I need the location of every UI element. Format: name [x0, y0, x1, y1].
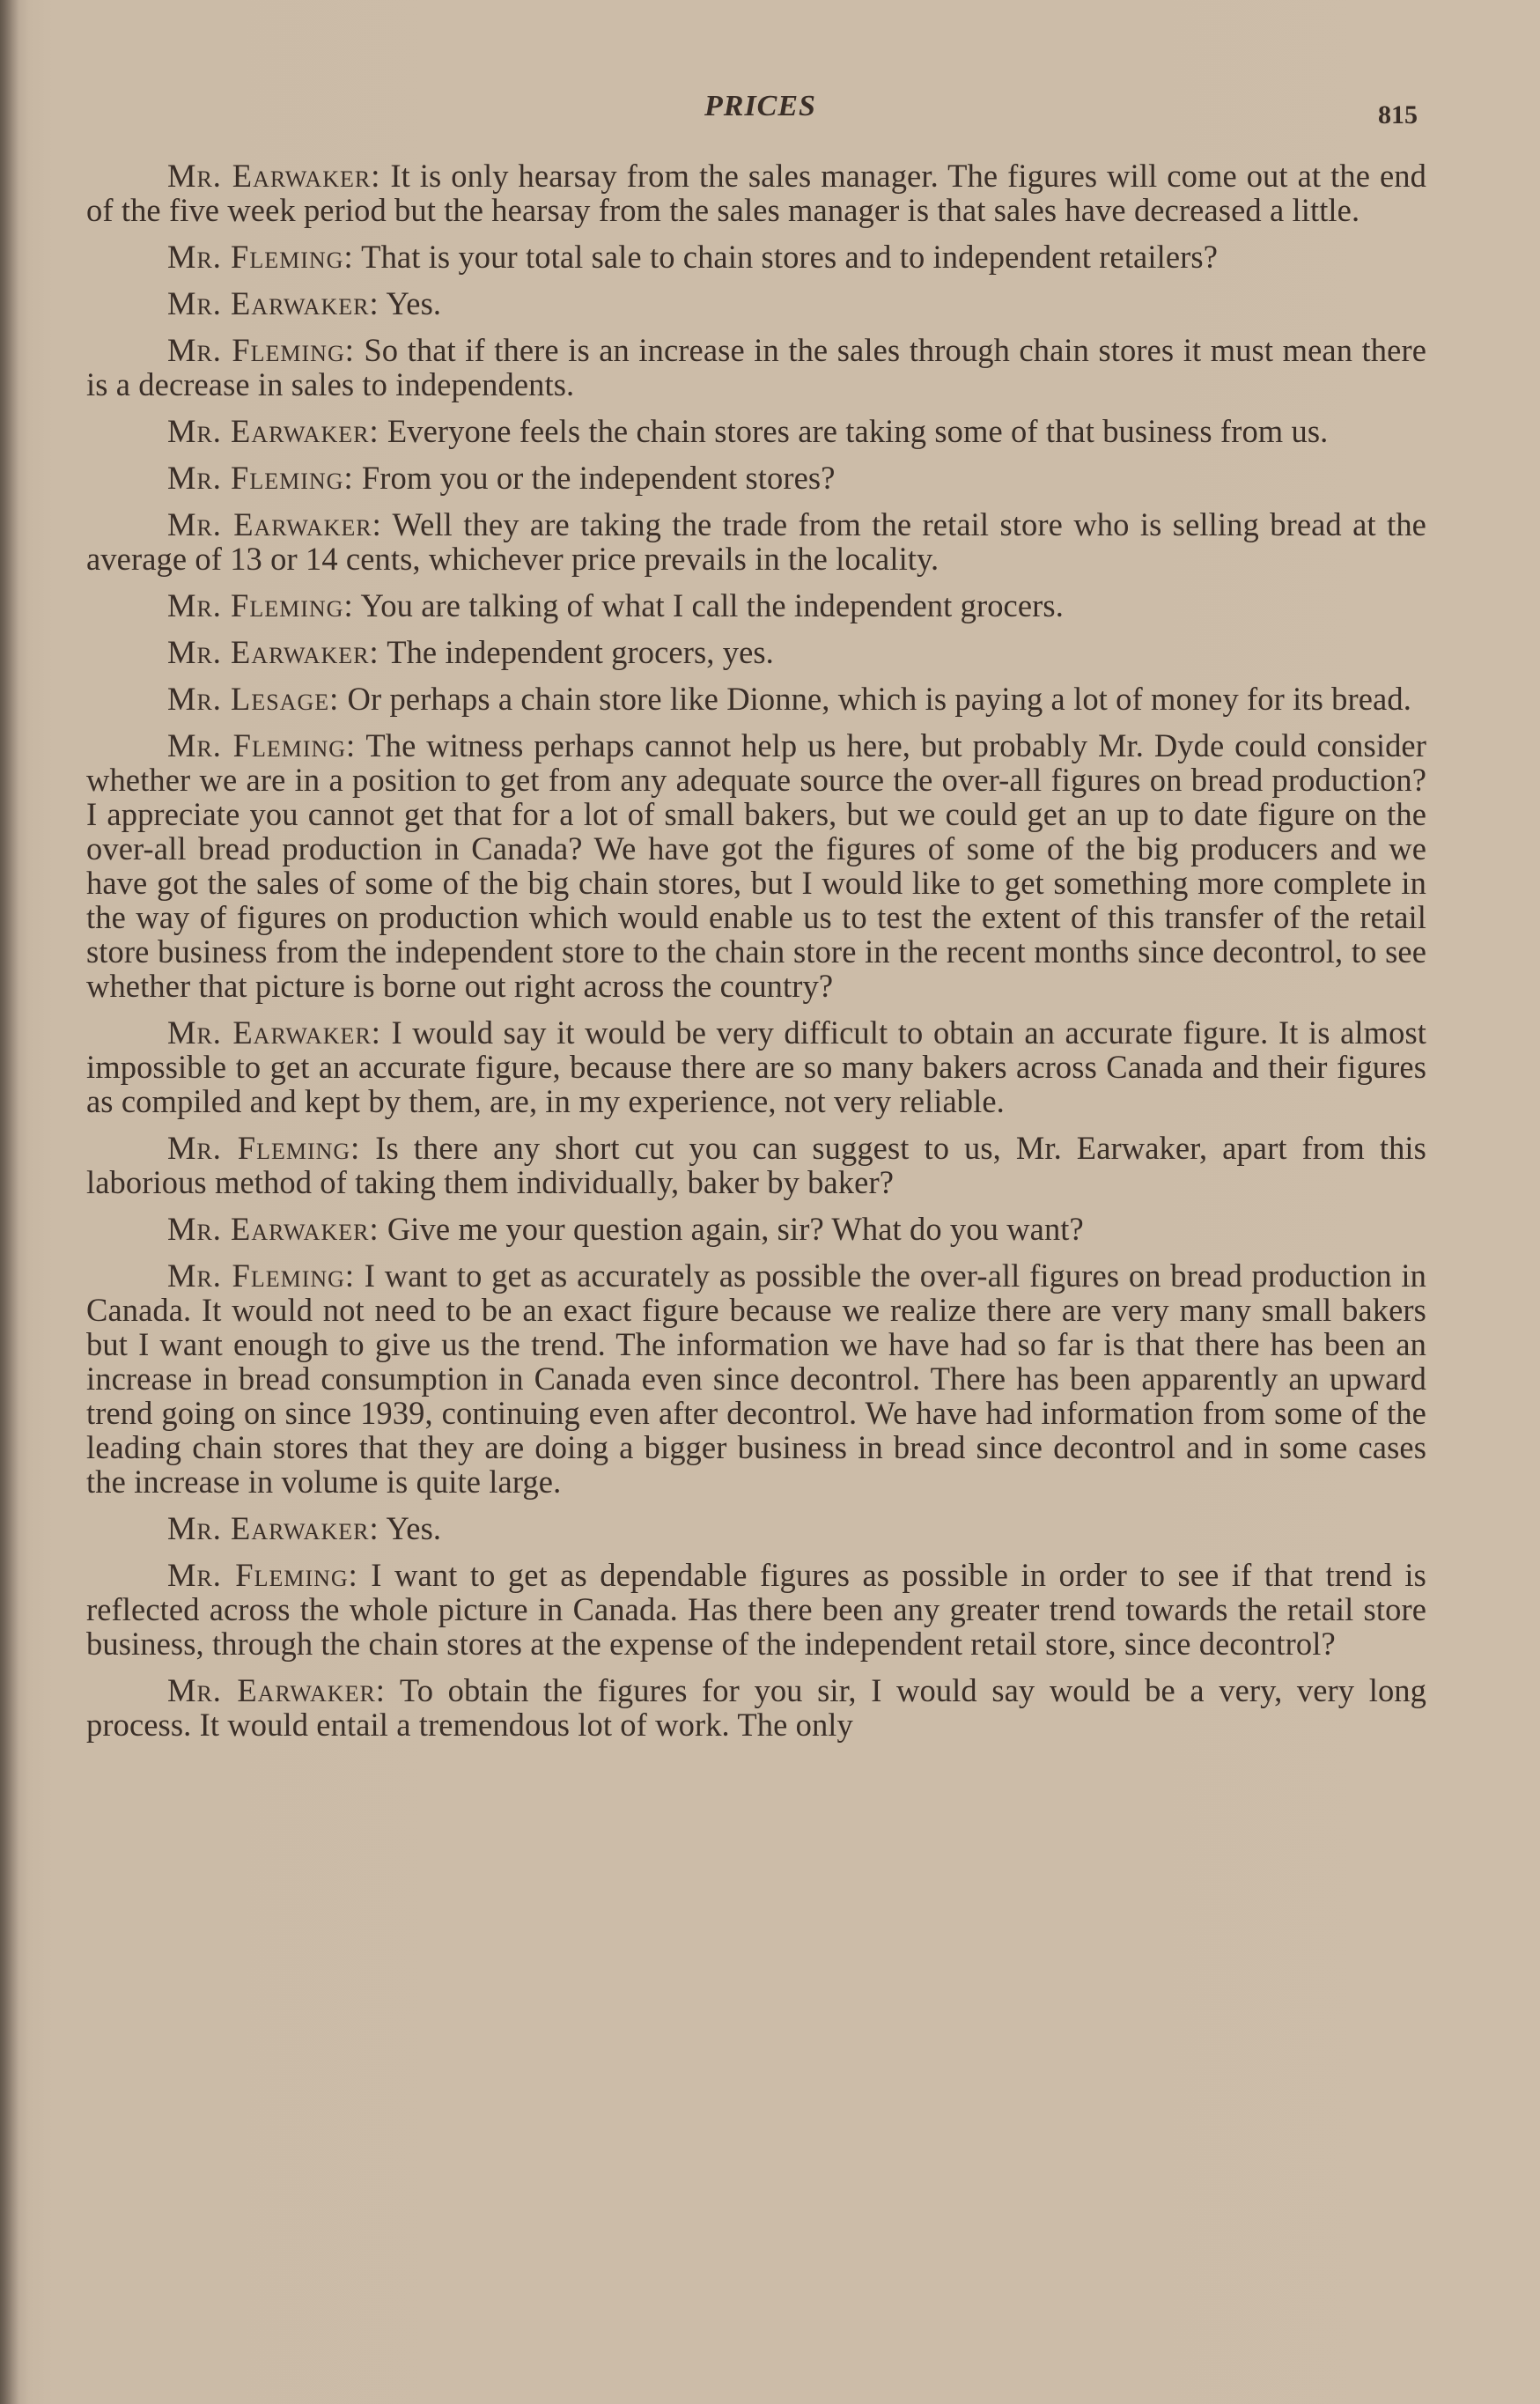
speaker-name: Mr. Earwaker: [167, 1211, 379, 1247]
paragraph [86, 588, 1426, 623]
running-head [0, 90, 1540, 132]
speaker-name: Mr. Fleming: [167, 460, 354, 496]
paragraph-text: I would say it would be very difficult to obtain an accurate figure. It is almost impossible to get an accurate figure, because there are so many bakers across Canada and their figures as compiled and kept by them, are, in my experience, not very reliable. [86, 1014, 1427, 1119]
paragraph [86, 682, 1426, 716]
paragraph-text: Yes. [386, 1510, 442, 1546]
paragraph [86, 1558, 1426, 1661]
paragraph [86, 240, 1426, 274]
paragraph [86, 1015, 1426, 1118]
paragraph-text: Or perhaps a chain store like Dionne, which is paying a lot of money for its bread. [347, 681, 1411, 717]
paragraph-text: Is there any short cut you can suggest to us, Mr. Earwaker, apart from this laborious method of taking them individually, baker by baker? [86, 1130, 1426, 1200]
paragraph-text: To obtain the figures for you sir, I would say would be a very, very long process. It would entail a tremendous lot of work. The only [86, 1672, 1426, 1743]
paragraph-text: Well they are taking the trade from the retail store who is selling bread at the average of 13 or 14 cents, whichever price prevails in the locality. [86, 506, 1426, 577]
paragraph-text: Everyone feels the chain stores are taking some of that business from us. [387, 413, 1329, 449]
speaker-name: Mr. Earwaker: [167, 1510, 379, 1546]
paragraph [86, 159, 1426, 227]
speaker-name: Mr. Fleming: [167, 1557, 358, 1593]
running-title: PRICES [704, 90, 816, 122]
speaker-name: Mr. Earwaker: [167, 1672, 386, 1708]
speaker-name: Mr. Fleming: [167, 239, 354, 275]
transcript-body [86, 159, 1426, 1754]
speaker-name: Mr. Fleming: [167, 1257, 356, 1294]
speaker-name: Mr. Lesage: [167, 681, 340, 717]
speaker-name: Mr. Fleming: [167, 1130, 361, 1166]
speaker-name: Mr. Earwaker: [167, 413, 379, 449]
paragraph [86, 286, 1426, 321]
paragraph [86, 333, 1426, 402]
binding-gutter [0, 0, 19, 2404]
paragraph [86, 1258, 1426, 1499]
paragraph-text: Yes. [386, 285, 442, 321]
paragraph-text: From you or the independent stores? [361, 460, 836, 496]
paragraph-text: You are talking of what I call the independent grocers. [360, 587, 1064, 623]
paragraph [86, 1131, 1426, 1199]
speaker-name: Mr. Fleming: [167, 727, 357, 763]
paragraph-text: Give me your question again, sir? What do you want? [387, 1211, 1084, 1247]
paragraph [86, 1511, 1426, 1545]
paragraph-text: I want to get as accurately as possible the over-all figures on bread production in Canada. It would not need to be an exact figure because we realize there are very many small bakers but I want enough to give us the trend. The information we have had so far is that there has been an increase in bread consumption in Canada even since decontrol. There has been apparently an upward trend going on since 1939, continuing even after decontrol. We have had information from some of the leading chain stores that they are doing a bigger business in bread since decontrol and in some cases the increase in volume is quite large. [86, 1257, 1426, 1500]
speaker-name: Mr. Earwaker: [167, 158, 381, 194]
speaker-name: Mr. Fleming: [167, 332, 355, 368]
page-number: 815 [1378, 100, 1418, 129]
paragraph [86, 1212, 1426, 1246]
speaker-name: Mr. Earwaker: [167, 506, 382, 542]
paragraph-text: The independent grocers, yes. [387, 634, 774, 670]
paragraph-text: The witness perhaps cannot help us here, but probably Mr. Dyde could consider whether we are in a position to get from any adequate source the over-all figures on bread production? I appreciate you cannot get that for a lot of small bakers, but we could get an up to date figure on the over-all bread production in Canada? We have got the figures of some of the big producers and we have got the sales of some of the big chain stores, but I would like to get something more complete in the way of figures on production which would enable us to test the extent of this transfer of the retail store business from the independent store to the chain store in the recent months since decontrol, to see whether that picture is borne out right across the country? [86, 727, 1426, 1004]
paragraph-text: I want to get as dependable figures as possible in order to see if that trend is reflected across the whole picture in Canada. Has there been any greater trend towards the retail store business, through the chain stores at the expense of the independent retail store, since decontrol? [86, 1557, 1426, 1662]
paragraph-text: So that if there is an increase in the sales through chain stores it must mean there is a decrease in sales to independents. [86, 332, 1426, 402]
paragraph-text: It is only hearsay from the sales manager. The figures will come out at the end of the five week period but the hearsay from the sales manager is that sales have decreased a little. [86, 158, 1426, 228]
paragraph [86, 414, 1426, 448]
paragraph [86, 507, 1426, 576]
paragraph [86, 1673, 1426, 1742]
paragraph [86, 728, 1426, 1003]
speaker-name: Mr. Earwaker: [167, 634, 379, 670]
speaker-name: Mr. Fleming: [167, 587, 354, 623]
speaker-name: Mr. Earwaker: [167, 1014, 381, 1051]
paragraph-text: That is your total sale to chain stores and to independent retailers? [361, 239, 1219, 275]
speaker-name: Mr. Earwaker: [167, 285, 379, 321]
paragraph [86, 635, 1426, 669]
paragraph [86, 461, 1426, 495]
